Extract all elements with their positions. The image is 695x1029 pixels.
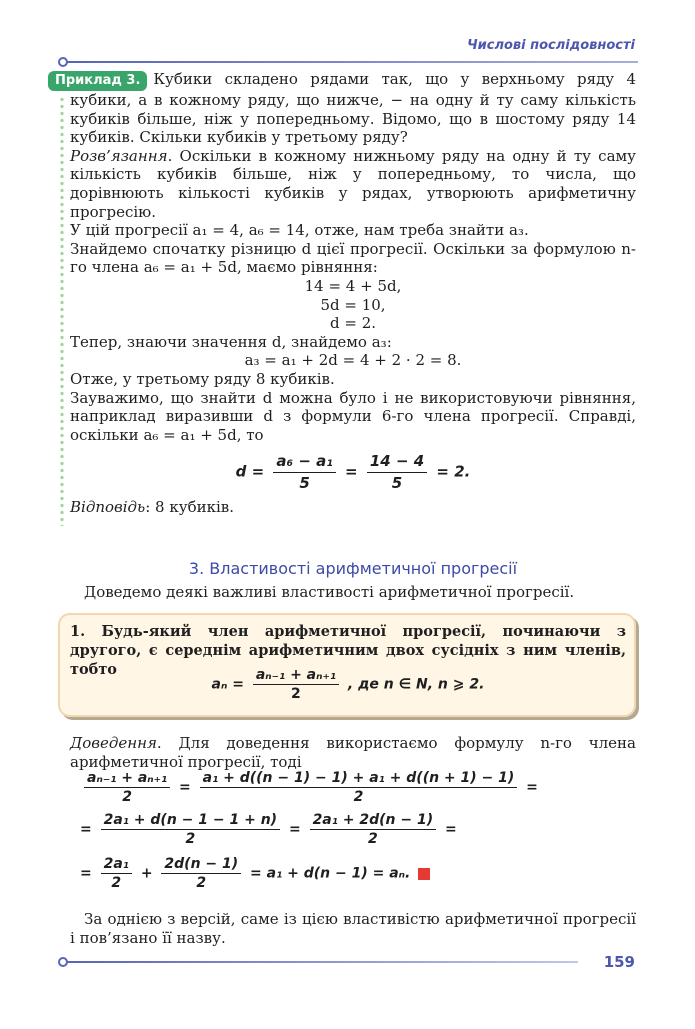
answer-text: : 8 кубиків.: [145, 498, 234, 517]
proof-r3-num1: 2a₁: [101, 856, 132, 874]
d-fraction-2-num: 14 − 4: [367, 452, 427, 473]
proof-r1-frac1: [84, 770, 170, 805]
d-fraction-1-den: 5: [299, 473, 310, 492]
proof-r3-den2: 2: [196, 875, 207, 891]
proof-r2-eq0: =: [80, 821, 92, 838]
proof-r2-eq1: =: [288, 821, 301, 838]
proof-row-1: [80, 770, 538, 805]
example-solution: [70, 147, 636, 221]
answer-label: Відповідь: [70, 498, 146, 517]
property-formula: [70, 667, 626, 702]
proof-r3-plus: +: [140, 865, 153, 882]
example-margin-dots: [60, 96, 64, 526]
bottom-rule: [58, 957, 578, 967]
bottom-rule-line: [66, 961, 578, 963]
proof-r1-num2: a₁ + d((n − 1) − 1) + a₁ + d((n + 1) − 1): [200, 770, 518, 788]
line-given: У цій прогресії a₁ = 4, a₆ = 14, отже, нам треба знайти a₃.: [70, 221, 529, 240]
proof-row-3: [80, 856, 430, 891]
d-fraction-2-den: 5: [391, 473, 403, 492]
section-title: 3. Властивості арифметичної прогресії: [188, 559, 518, 578]
proof-r2-eq2: =: [444, 821, 457, 838]
top-rule-line: [66, 61, 638, 63]
answer: [70, 498, 636, 517]
line-now: Тепер, знаючи значення d, знайдемо a₃:: [70, 332, 392, 351]
proof-r1-num1: aₙ₋₁ + aₙ₊₁: [84, 770, 170, 788]
proof-r2-den1: 2: [185, 831, 196, 847]
line-find-d: Знайдемо спочатку різницю d цієї прогресії. Оскільки за формулою n-го члена a₆ = a₁ + 5d, маємо рівняння:: [70, 239, 636, 277]
example-block: [55, 70, 636, 517]
d-formula-eq: =: [345, 462, 358, 481]
proof-label: Доведення: [70, 734, 157, 752]
property-lhs: aₙ =: [211, 676, 244, 693]
equation-3: d = 2.: [329, 314, 377, 333]
page-number: 159: [603, 953, 635, 971]
proof-r1-den2: 2: [353, 789, 364, 805]
top-rule: [58, 57, 638, 67]
example-problem: [55, 70, 636, 147]
proof-r3-den1: 2: [111, 875, 122, 891]
d-fraction-1: [273, 452, 335, 492]
proof-r3-tail: = a₁ + d(n − 1) = aₙ.: [250, 865, 411, 882]
d-formula: [70, 452, 636, 492]
proof-r3-num2: 2d(n − 1): [161, 856, 241, 874]
equation-4: a₃ = a₁ + 2d = 4 + 2 · 2 = 8.: [244, 351, 462, 370]
proof-row-2: [80, 812, 457, 847]
equation-2: 5d = 10,: [320, 295, 386, 314]
property-fraction-num: aₙ₋₁ + aₙ₊₁: [253, 667, 339, 685]
proof-r2-num2: 2a₁ + 2d(n − 1): [310, 812, 437, 830]
equation-1: 14 = 4 + 5d,: [304, 276, 402, 295]
property-condition: , де n ∈ N, n ⩾ 2.: [347, 676, 485, 693]
property-fraction: [253, 667, 339, 702]
solution-text: . Оскільки в кожному нижньому ряду на одну й ту саму кількість кубиків більше, ніж у попередньому, то числа, що дорівнюють кількості кубиків у рядах, утворюють арифметичну прогресію.: [70, 146, 636, 221]
qed-square-icon: [418, 868, 430, 880]
proof-closing: За однією з версій, саме із цією властивістю арифметичної прогресії і пов’язано її назву.: [70, 910, 636, 947]
example-badge: Приклад 3.: [48, 71, 147, 91]
proof-r3-frac1: [101, 856, 132, 891]
solution-label: Розв’язання: [70, 146, 168, 165]
d-fraction-1-num: a₆ − a₁: [273, 452, 335, 473]
example-problem-text: Кубики складено рядами так, що у верхньому ряду 4 кубики, а в кожному ряду, що нижче, − на одну й ту саму кількість кубиків більше, ніж у попередньому. Відомо, що в шостому ряду 14 кубиків. Скільки кубиків у третьому ряду?: [70, 70, 636, 147]
proof-r2-frac2: [310, 812, 437, 847]
proof-r1-den1: 2: [122, 789, 132, 805]
proof-r3-frac2: [161, 856, 241, 891]
property-fraction-den: 2: [291, 686, 301, 702]
proof-intro: [70, 734, 636, 771]
proof-r1-eq1: =: [179, 779, 191, 796]
running-header: Числові послідовності: [467, 38, 635, 53]
d-formula-result: = 2.: [436, 462, 471, 481]
line-note: Зауважимо, що знайти d можна було і не використовуючи рівняння, наприклад виразивши d з формули 6-го члена прогресії. Справді, оскільки a₆ = a₁ + 5d, то: [70, 388, 636, 444]
proof-r2-den2: 2: [367, 831, 378, 847]
proof-r2-num1: 2a₁ + d(n − 1 − 1 + n): [101, 812, 280, 830]
section-intro: Доведемо деякі важливі властивості арифметичної прогресії.: [84, 583, 575, 601]
proof-r2-frac1: [101, 812, 280, 847]
property-statement: 1. Будь-який член арифметичної прогресії, починаючи з другого, є середнім арифметичним двох сусідніх з ним членів, тобто: [70, 623, 626, 678]
d-fraction-2: [367, 452, 427, 492]
proof-r3-eq0: =: [80, 865, 92, 882]
proof-r1-frac2: [200, 770, 518, 805]
d-formula-lhs: d =: [235, 462, 265, 481]
line-so: Отже, у третьому ряду 8 кубиків.: [70, 369, 335, 388]
proof-text: . Для доведення використаємо формулу n-го члена арифметичної прогресії, тоді: [70, 734, 636, 771]
proof-r1-eq2: =: [526, 779, 538, 796]
